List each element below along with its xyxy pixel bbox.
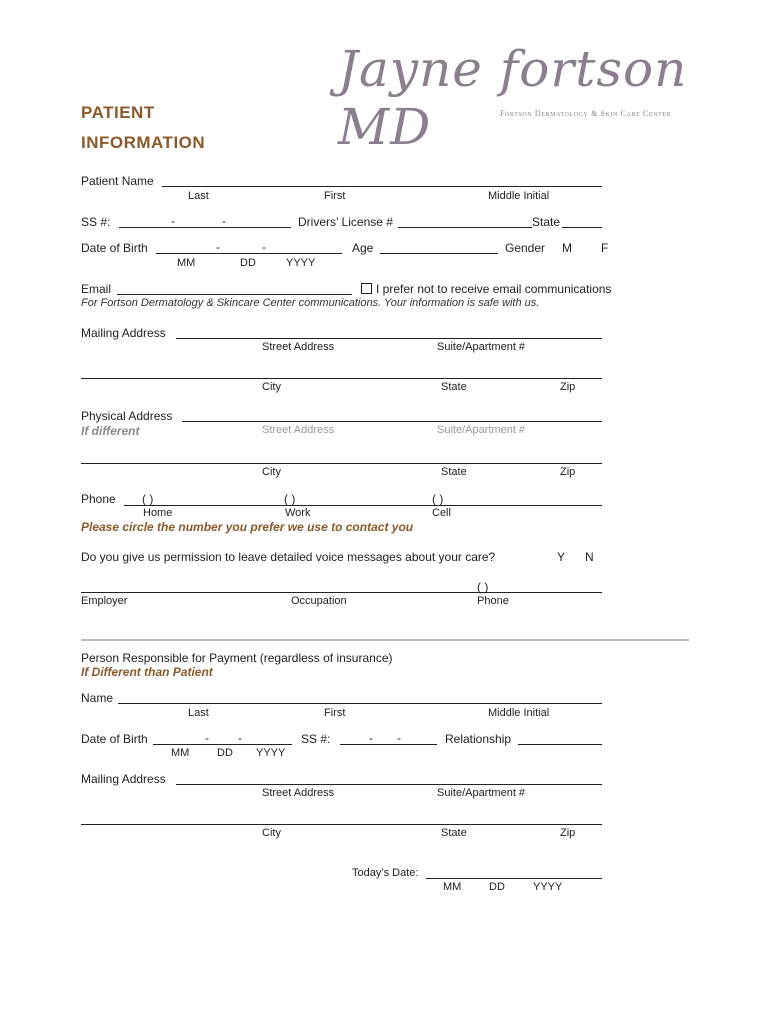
gender-label: Gender (505, 241, 546, 255)
employer-field[interactable] (81, 592, 602, 593)
responsible-name-label: Name (81, 691, 114, 705)
dob-label: Date of Birth (81, 241, 148, 255)
section-divider (81, 639, 689, 641)
responsible-dob-mm: MM (171, 747, 190, 759)
dob-dash-1: - (216, 240, 220, 254)
logo-subtitle: Fortson Dermatology & Skin Care Center (500, 109, 672, 118)
mailing-suite-caption: Suite/Apartment # (437, 341, 526, 353)
responsible-state-caption: State (441, 827, 467, 839)
responsible-last-caption: Last (188, 707, 209, 719)
responsible-dob-dd: DD (217, 747, 233, 759)
first-caption: First (324, 190, 346, 202)
age-label: Age (352, 241, 374, 255)
work-paren: ( ) (284, 492, 296, 506)
responsible-dob-dash-2: - (238, 731, 242, 745)
drivers-license-label: Drivers’ License # (298, 215, 393, 229)
responsible-first-caption: First (324, 707, 346, 719)
gender-f[interactable]: F (601, 241, 609, 255)
mailing-address-label: Mailing Address (81, 326, 166, 340)
responsible-if-different: If Different than Patient (81, 665, 213, 679)
responsible-street-caption: Street Address (262, 787, 335, 799)
patient-name-field[interactable] (162, 186, 602, 187)
mailing-city-caption: City (262, 381, 281, 393)
email-opt-out-checkbox[interactable] (361, 283, 372, 294)
responsible-city-field[interactable] (81, 824, 602, 825)
mailing-city-field[interactable] (81, 378, 602, 379)
responsible-dob-yyyy: YYYY (256, 747, 286, 759)
dl-state-field[interactable] (562, 227, 602, 228)
physical-address-label: Physical Address (81, 409, 173, 423)
responsible-suite-caption: Suite/Apartment # (437, 787, 526, 799)
today-yyyy: YYYY (533, 881, 563, 893)
voice-question: Do you give us permission to leave detailed voice messages about your care? (81, 550, 496, 564)
home-paren: ( ) (142, 492, 154, 506)
responsible-street-field[interactable] (176, 784, 602, 785)
responsible-ss-dash-2: - (397, 731, 401, 745)
dob-yyyy: YYYY (286, 257, 316, 269)
work-caption: Work (285, 507, 311, 519)
dob-mm: MM (177, 257, 196, 269)
relationship-label: Relationship (445, 732, 512, 746)
phone-label: Phone (81, 492, 116, 506)
todays-date-field[interactable] (426, 878, 602, 879)
email-field[interactable] (117, 294, 352, 295)
today-mm: MM (443, 881, 462, 893)
drivers-license-field[interactable] (398, 227, 532, 228)
relationship-field[interactable] (518, 744, 602, 745)
last-caption: Last (188, 190, 209, 202)
todays-date-label: Today’s Date: (352, 867, 419, 879)
cell-paren: ( ) (432, 492, 444, 506)
physical-state-caption: State (441, 466, 467, 478)
responsible-mailing-label: Mailing Address (81, 772, 166, 786)
physical-zip-caption: Zip (560, 466, 576, 478)
phone-prefer-note: Please circle the number you prefer we use to contact you (81, 520, 414, 534)
phone-field[interactable] (124, 505, 602, 506)
responsible-ss-label: SS #: (301, 732, 331, 746)
email-label: Email (81, 282, 112, 296)
responsible-ss-field[interactable] (340, 744, 437, 745)
ss-dash-1: - (171, 214, 175, 228)
dob-field[interactable] (156, 253, 342, 254)
responsible-zip-caption: Zip (560, 827, 576, 839)
responsible-ss-dash-1: - (369, 731, 373, 745)
mailing-state-caption: State (441, 381, 467, 393)
responsible-city-caption: City (262, 827, 281, 839)
cell-caption: Cell (432, 507, 451, 519)
responsible-dob-field[interactable] (153, 744, 292, 745)
age-field[interactable] (380, 253, 498, 254)
email-opt-out-label: I prefer not to receive email communications (376, 282, 612, 296)
dob-dash-2: - (262, 240, 266, 254)
responsible-dob-label: Date of Birth (81, 732, 148, 746)
mailing-street-field[interactable] (176, 338, 602, 339)
responsible-name-field[interactable] (118, 703, 602, 704)
physical-suite-caption: Suite/Apartment # (437, 424, 526, 436)
middle-initial-caption: Middle Initial (488, 190, 550, 202)
employer-phone-caption: Phone (477, 595, 509, 607)
mailing-street-caption: Street Address (262, 341, 335, 353)
home-caption: Home (143, 507, 173, 519)
voice-yes[interactable]: Y (557, 550, 566, 564)
ss-field[interactable] (119, 227, 291, 228)
dob-dd: DD (240, 257, 256, 269)
physical-street-caption: Street Address (262, 424, 335, 436)
responsible-heading: Person Responsible for Payment (regardless of insurance) (81, 651, 393, 665)
logo-script: Jayne fortson MD (338, 40, 688, 156)
voice-no[interactable]: N (585, 550, 594, 564)
employer-caption: Employer (81, 595, 128, 607)
physical-city-caption: City (262, 466, 281, 478)
page-title-line1: PATIENT (81, 103, 155, 122)
occupation-caption: Occupation (291, 595, 347, 607)
responsible-dob-dash-1: - (205, 731, 209, 745)
ss-dash-2: - (222, 214, 226, 228)
state-label: State (532, 215, 561, 229)
physical-city-field[interactable] (81, 463, 602, 464)
gender-m[interactable]: M (562, 241, 572, 255)
employer-phone-paren: ( ) (477, 580, 489, 594)
ss-label: SS #: (81, 215, 111, 229)
responsible-middle-caption: Middle Initial (488, 707, 550, 719)
physical-if-different: If different (81, 424, 140, 438)
physical-street-field[interactable] (182, 421, 602, 422)
email-note: For Fortson Dermatology & Skincare Center communications. Your information is safe with us. (81, 297, 540, 309)
patient-name-label: Patient Name (81, 174, 154, 188)
today-dd: DD (489, 881, 505, 893)
mailing-zip-caption: Zip (560, 381, 576, 393)
page-title-line2: INFORMATION (81, 133, 206, 152)
